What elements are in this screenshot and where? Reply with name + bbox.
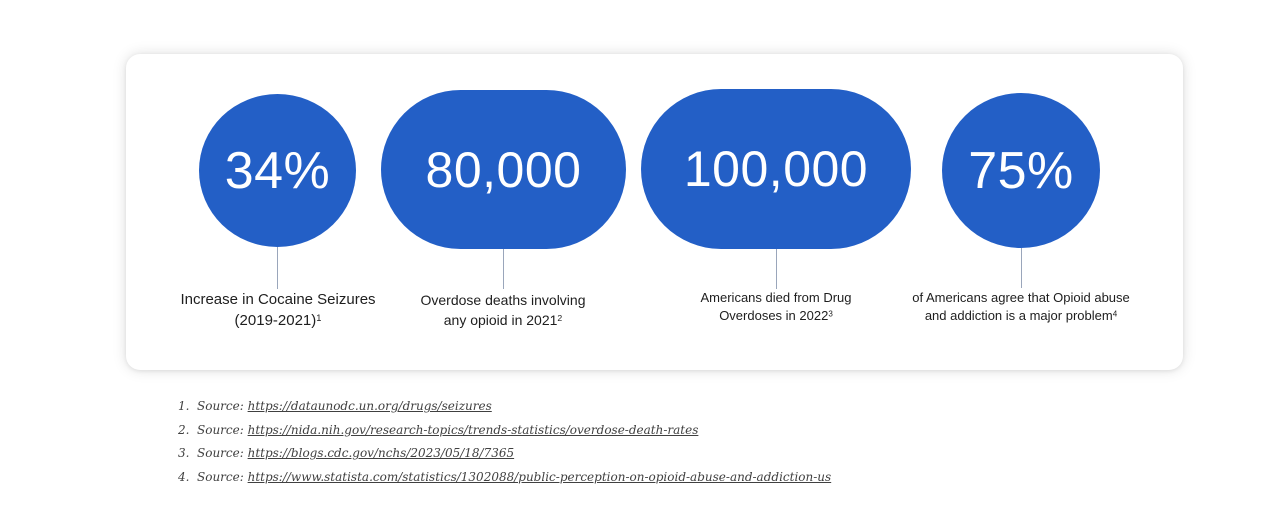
stat-value: 75% [968, 141, 1074, 200]
footnote-label: Source: [197, 469, 248, 484]
footnote-item [178, 421, 831, 445]
footnote-ref: 2 [557, 312, 563, 323]
stat-caption-line: of Americans agree that Opioid abuse [912, 290, 1130, 305]
footnote-source-link[interactable]: https://www.statista.com/statistics/1302088/public-perception-on-opioid-abuse-and-addiction-us [247, 469, 832, 484]
stat-connector-line [776, 249, 777, 289]
footnote-number: 2. [178, 422, 190, 437]
footnote-number: 4. [178, 469, 190, 484]
stat-34-percent-circle [199, 94, 356, 247]
footnote-item [178, 468, 831, 492]
stat-caption-text: Increase in Cocaine Seizures (2019-2021) [180, 291, 376, 329]
stat-caption [393, 291, 613, 330]
footnote-source-link[interactable]: https://blogs.cdc.gov/nchs/2023/05/18/7365 [247, 446, 515, 460]
footnote-number: 1. [178, 399, 190, 413]
stat-caption-line: Americans died from Drug [700, 290, 852, 305]
stat-caption-line: Overdoses in 2022 [719, 308, 829, 324]
stat-connector-line [503, 249, 504, 289]
stat-connector-line [277, 247, 278, 289]
stat-value: 80,000 [425, 141, 582, 198]
footnote-label: Source: [197, 446, 248, 460]
stat-value: 34% [224, 141, 331, 200]
stat-value: 100,000 [683, 141, 869, 197]
footnote-item [178, 444, 831, 468]
footnote-ref: 3 [828, 309, 833, 319]
stat-80000-pill [381, 90, 626, 249]
footnote-label: Source: [197, 399, 248, 413]
stat-75-percent-circle [942, 93, 1100, 248]
stat-100000-pill [641, 89, 911, 249]
footnote-number: 3. [178, 446, 190, 460]
stat-caption [666, 289, 886, 325]
stat-caption-line: Overdose deaths involving [420, 292, 586, 308]
stat-connector-line [1021, 248, 1022, 288]
footnote-item [178, 397, 831, 421]
footnote-source-link[interactable]: https://dataunodc.un.org/drugs/seizures [247, 399, 492, 413]
footnote-source-link[interactable]: https://nida.nih.gov/research-topics/trends-statistics/overdose-death-rates [247, 422, 699, 437]
stat-caption-line: any opioid in 2021 [443, 311, 558, 328]
stat-caption [160, 289, 396, 331]
footnote-label: Source: [197, 422, 248, 437]
stat-caption-line: and addiction is a major problem [924, 308, 1113, 324]
footnote-ref: 1 [316, 312, 322, 323]
footnote-ref: 4 [1112, 309, 1118, 319]
footnotes-list [178, 397, 831, 491]
stat-caption [886, 289, 1156, 325]
